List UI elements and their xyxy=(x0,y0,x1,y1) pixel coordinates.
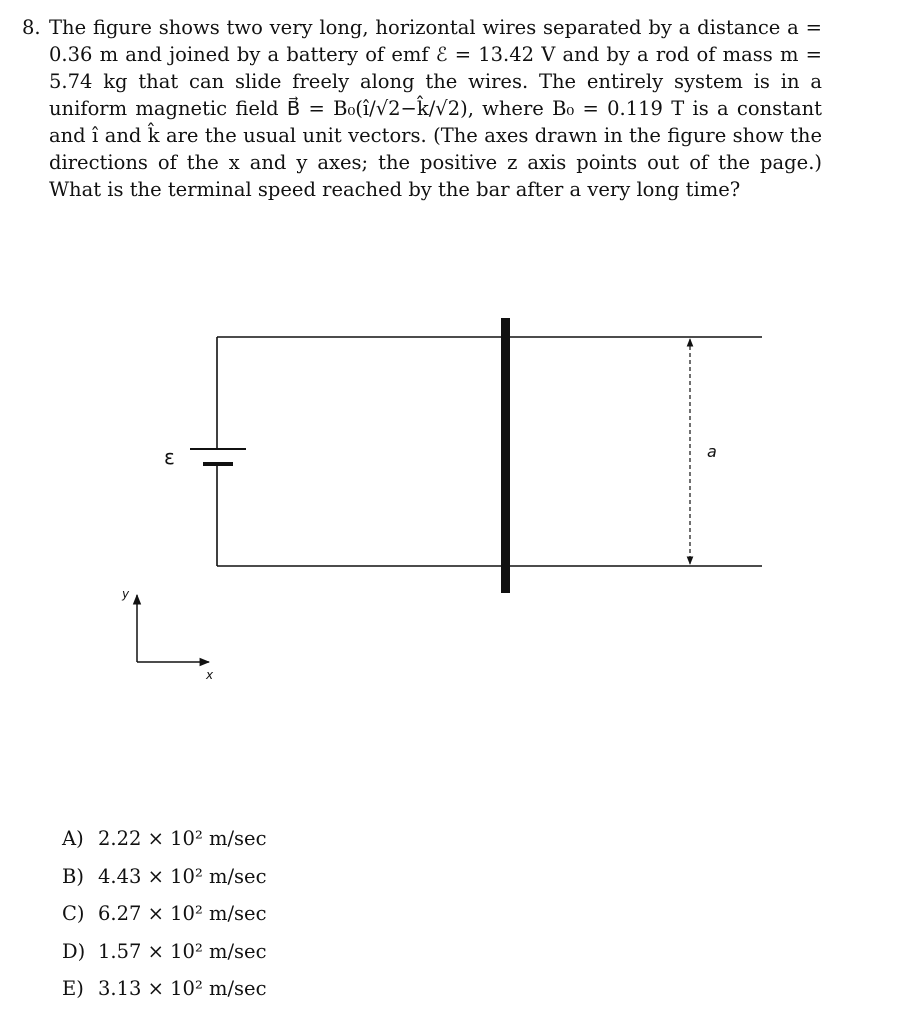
choice-letter: E) xyxy=(62,977,84,1000)
choice-letter: A) xyxy=(62,827,84,850)
question-number: 8. xyxy=(22,16,41,39)
choice-value: 2.22 × 10² m/sec xyxy=(98,827,267,850)
emf-label: ε xyxy=(164,445,175,469)
choice-b[interactable] xyxy=(62,858,267,896)
choice-value: 4.43 × 10² m/sec xyxy=(98,864,267,888)
answer-choices xyxy=(62,820,267,1008)
choice-value: 6.27 × 10² m/sec xyxy=(98,902,267,925)
separation-label: a xyxy=(707,442,717,461)
choice-value: 1.57 × 10² m/sec xyxy=(98,939,267,963)
sliding-rod xyxy=(501,318,510,593)
x-axis-label: x xyxy=(206,668,214,682)
choice-a[interactable] xyxy=(62,820,267,858)
choice-value: 3.13 × 10² m/sec xyxy=(98,977,267,1000)
question-text: The figure shows two very long, horizontal wires separated by a distance a = 0.36 m and joined by a battery of emf ℰ = 13.42 V and by a rod of mass m = 5.74 kg that can slide freely along the wires. The entirely system is in a uniform magnetic field B⃗ = B₀(î/√2−k̂/√2), where B₀ = 0.119 T is a constant and î and k̂ are the usual unit vectors. (The axes drawn in the figure show the directions of the x and y axes; the positive z axis points out of the page.) What is the terminal speed reached by the bar after a very long time? xyxy=(49,16,822,201)
choice-d[interactable] xyxy=(62,933,267,971)
choice-letter: C) xyxy=(62,902,85,925)
choice-c[interactable] xyxy=(62,895,267,933)
choice-letter: B) xyxy=(62,864,84,888)
choice-e[interactable] xyxy=(62,970,267,1008)
y-axis-label: y xyxy=(122,587,130,601)
choice-letter: D) xyxy=(62,939,86,963)
